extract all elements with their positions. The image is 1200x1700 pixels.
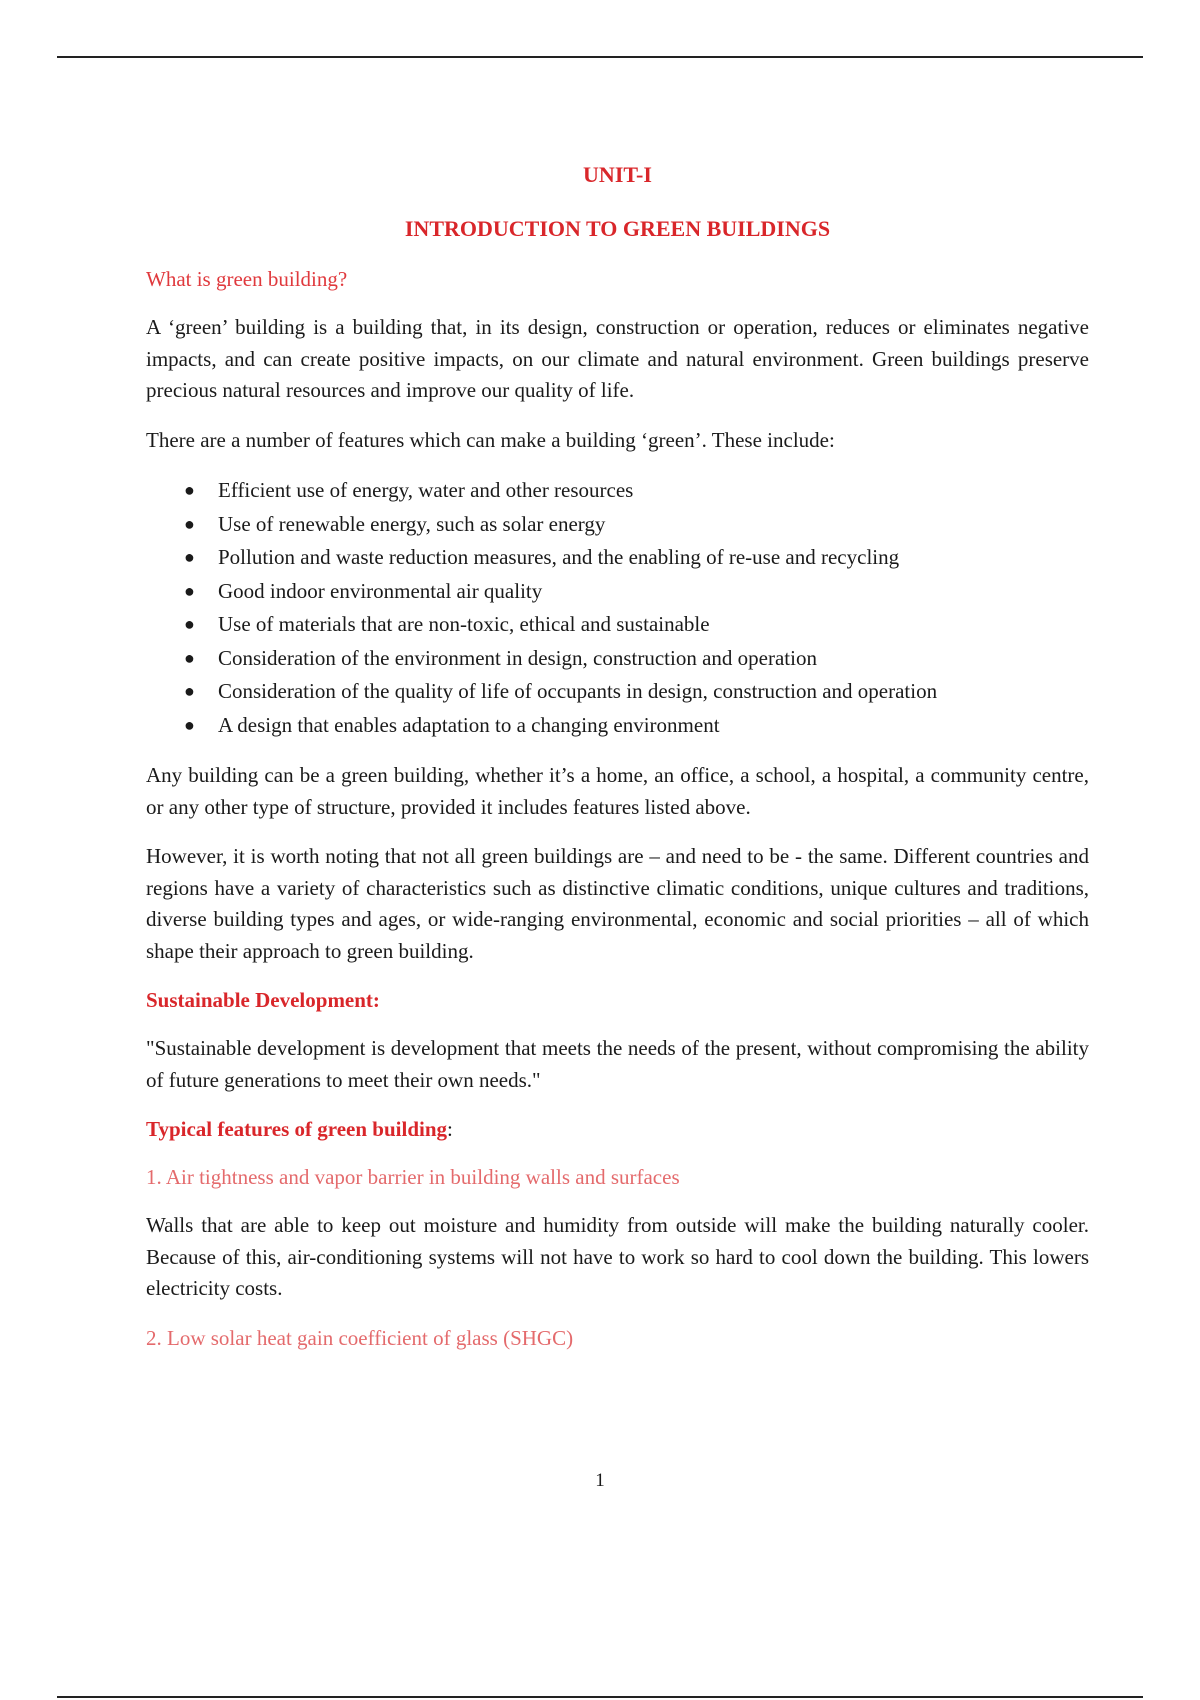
list-item: ● Good indoor environmental air quality (146, 575, 1089, 609)
page-title: INTRODUCTION TO GREEN BUILDINGS (404, 216, 831, 241)
bullet-icon: ● (184, 681, 195, 701)
sustainable-development-quote: "Sustainable development is development that meets the needs of the present, without compromising the ability of future generations to meet their own needs." (146, 1036, 1089, 1092)
features-list (146, 474, 1089, 742)
list-item: ● Consideration of the quality of life of occupants in design, construction and operation (146, 675, 1089, 709)
list-item: ● Consideration of the environment in design, construction and operation (146, 642, 1089, 676)
bullet-icon: ● (184, 647, 195, 668)
bullet-icon: ● (184, 614, 195, 634)
bullet-icon: ● (184, 547, 195, 567)
features-intro: There are a number of features which can make a building ‘green’. These include: (146, 427, 835, 452)
bottom-rule (57, 1696, 1143, 1698)
any-building-paragraph: Any building can be a green building, whether it’s a home, an office, a school, a hospital, a community centre, or any other type of structure, provided it includes features listed above. (146, 763, 1089, 819)
bullet-icon: ● (184, 580, 195, 601)
bullet-icon: ● (184, 513, 195, 534)
intro-paragraph: A ‘green’ building is a building that, in its design, construction or operation, reduces or eliminates negative impacts, and can create positive impacts, on our climate and natural environment. Green buildings preserve precious natural resources and improve our quality of life. (146, 315, 1089, 402)
feature-1-heading: 1. Air tightness and vapor barrier in building walls and surfaces (146, 1165, 680, 1189)
list-item: ● Use of materials that are non-toxic, ethical and sustainable (146, 608, 1089, 642)
typical-features-heading: Typical features of green building: (146, 1117, 453, 1141)
top-rule (57, 56, 1143, 58)
unit-label: UNIT-I (583, 162, 652, 187)
bullet-icon: ● (184, 714, 195, 735)
list-item: ● Pollution and waste reduction measures, and the enabling of re-use and recycling (146, 541, 1089, 575)
list-item: ● Efficient use of energy, water and other resources (146, 474, 1089, 508)
document-content (146, 160, 1089, 1371)
what-is-green-building-heading: What is green building? (146, 267, 348, 291)
feature-1-paragraph: Walls that are able to keep out moisture and humidity from outside will make the building naturally cooler. Because of this, air-conditioning systems will not have to work so hard to cool down the building. This lowers electricity costs. (146, 1213, 1089, 1300)
feature-2-heading: 2. Low solar heat gain coefficient of glass (SHGC) (146, 1325, 574, 1350)
however-paragraph: However, it is worth noting that not all green buildings are – and need to be - the same. Different countries and regions have a variety of characteristics such as distinctive climatic conditions, unique cultures and traditions, diverse building types and ages, or wide-ranging environmental, economic and social priorities – all of which shape their approach to green building. (146, 844, 1089, 963)
bullet-icon: ● (184, 480, 195, 500)
page-number: 1 (595, 1470, 605, 1491)
list-item: ● A design that enables adaptation to a changing environment (146, 709, 1089, 743)
list-item: ● Use of renewable energy, such as solar energy (146, 508, 1089, 542)
sustainable-development-heading: Sustainable Development: (146, 988, 380, 1012)
